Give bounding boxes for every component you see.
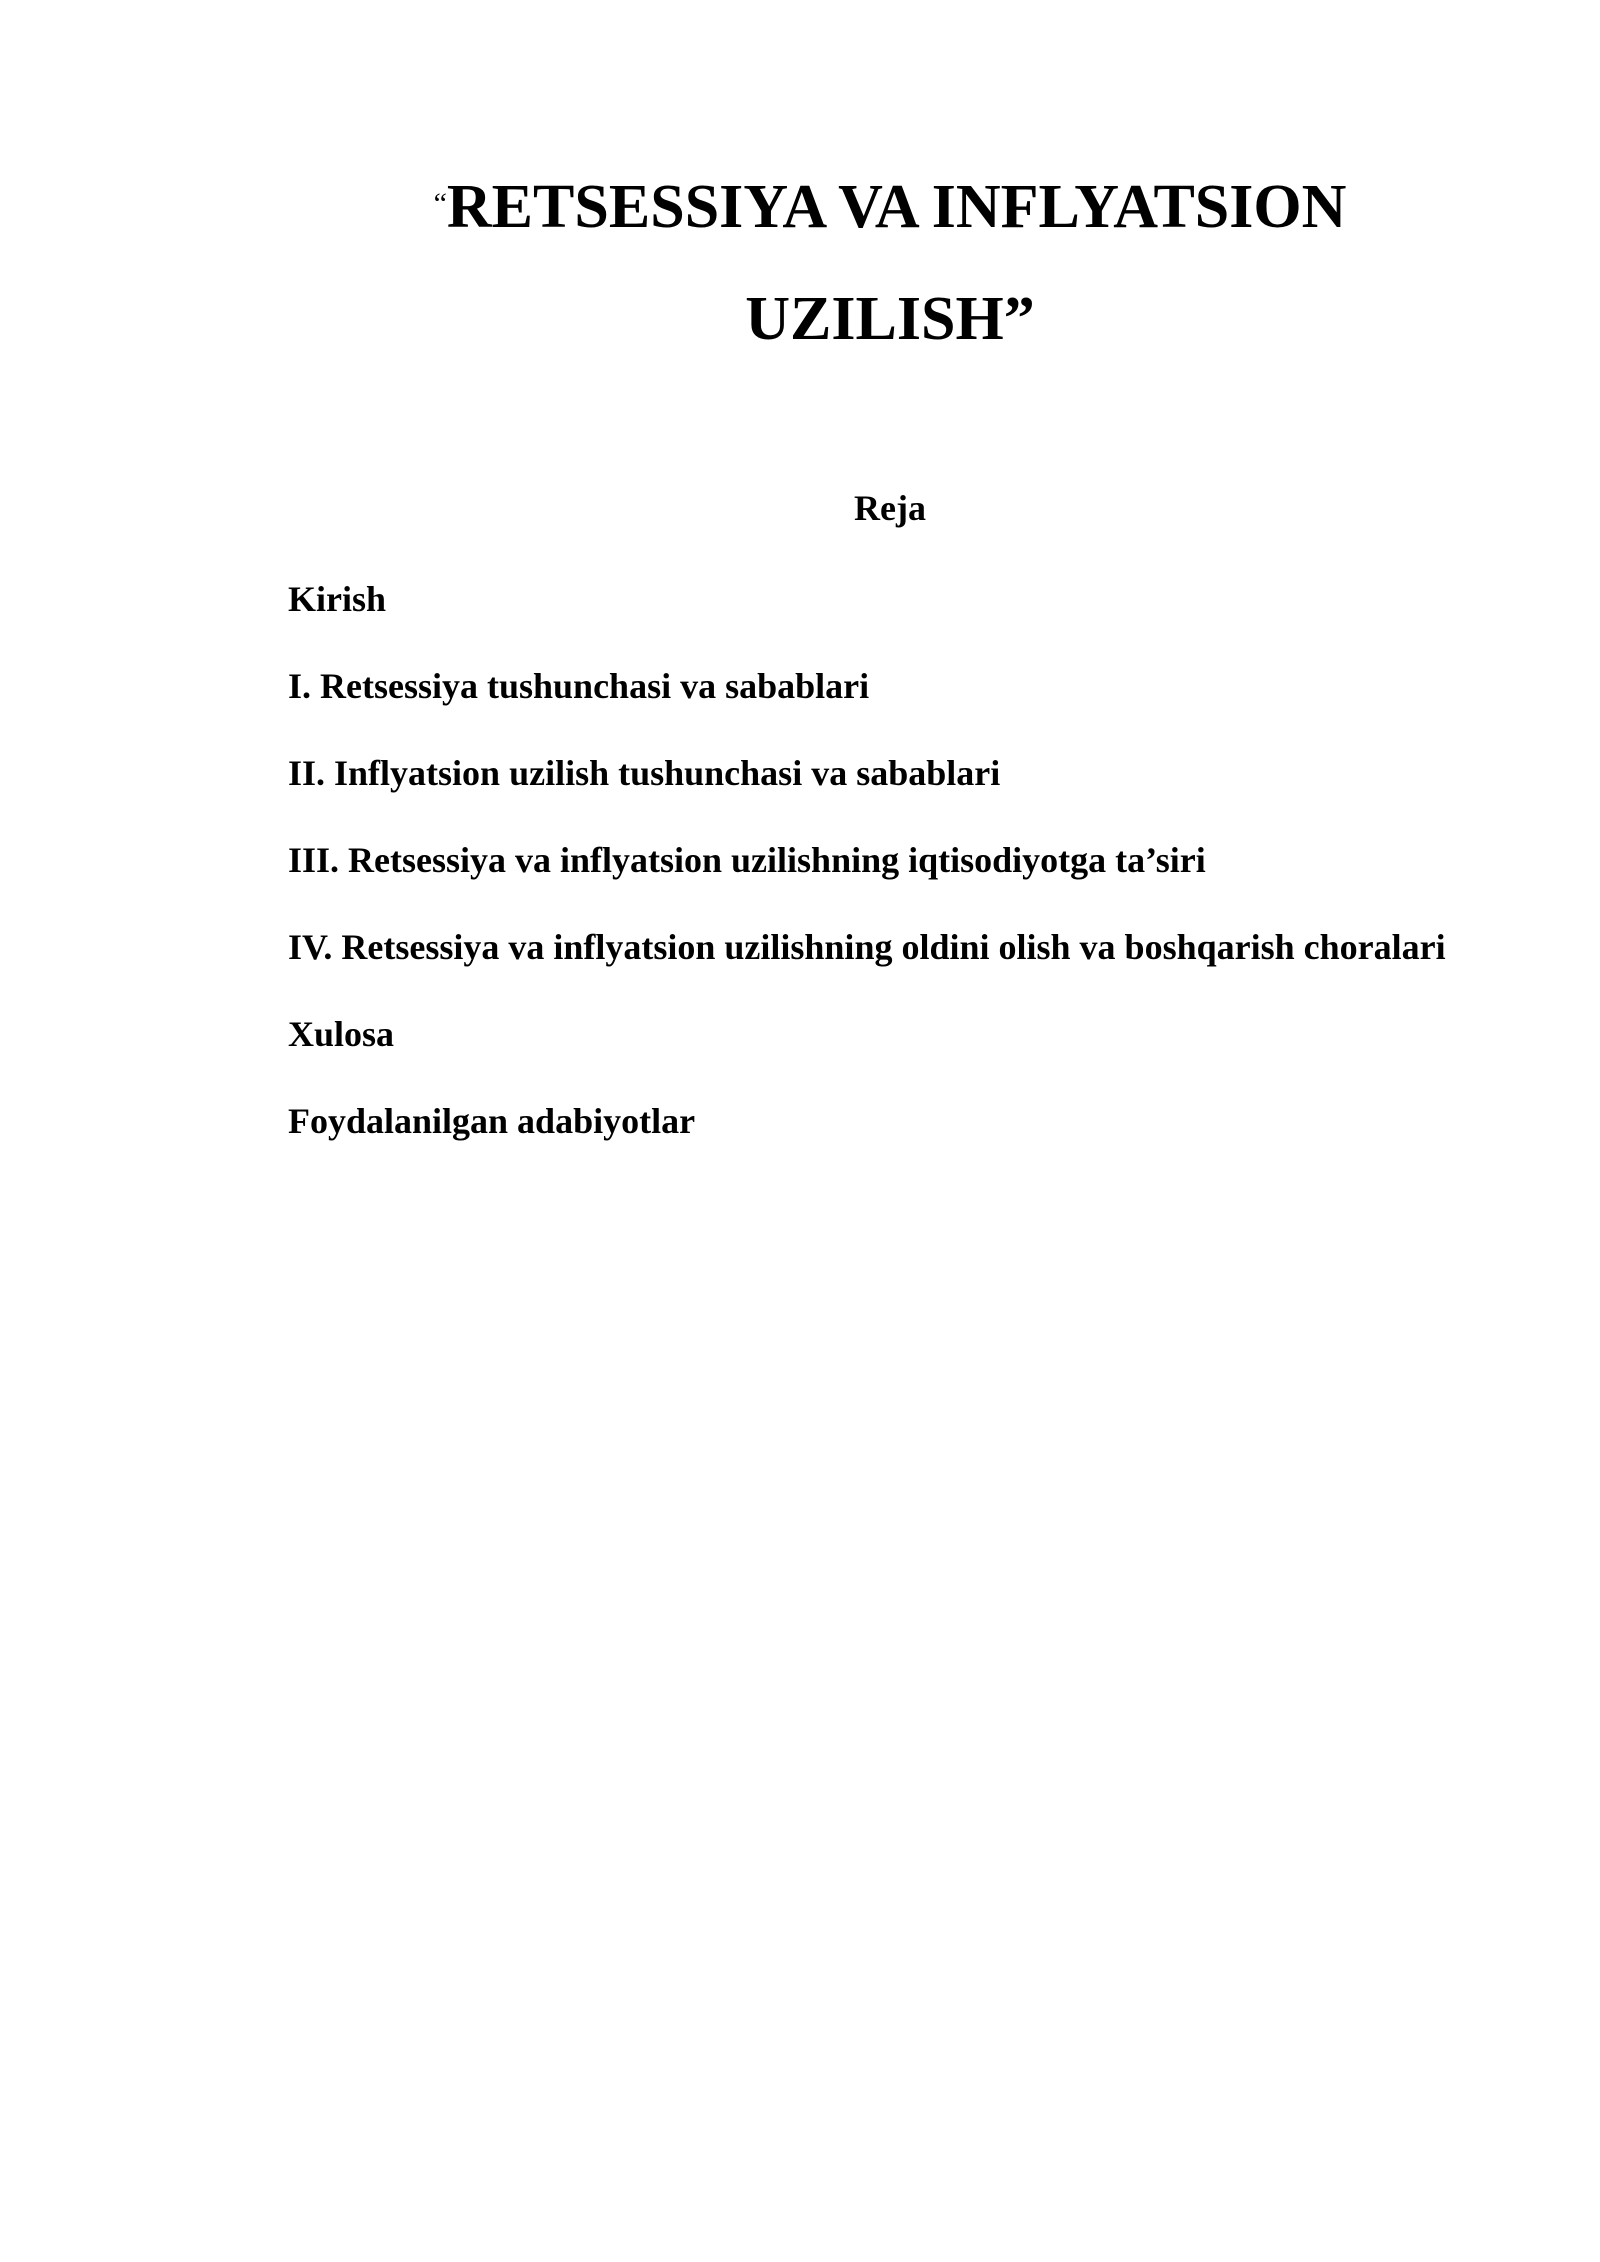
title-line-2: UZILISH” (745, 285, 1035, 353)
toc-item-chapter-2: II. Inflyatsion uzilish tushunchasi va sabablari (288, 753, 1001, 793)
toc-item-references: Foydalanilgan adabiyotlar (288, 1101, 696, 1141)
document-title (340, 148, 1440, 375)
toc-item-chapter-1: I. Retsessiya tushunchasi va sabablari (288, 666, 870, 706)
table-of-contents (230, 568, 1492, 1177)
title-line-1 (340, 148, 1440, 263)
toc-item-chapter-3: III. Retsessiya va inflyatsion uzilishning iqtisodiyotga ta’siri (288, 840, 1206, 880)
toc-item-conclusion: Xulosa (288, 1014, 395, 1054)
toc-item-chapter-4: IV. Retsessiya va inflyatsion uzilishning oldini olish va boshqarish choralari (288, 927, 1446, 967)
plan-heading: Reja (854, 488, 926, 528)
toc-item-introduction: Kirish (288, 579, 387, 619)
title-open-quote: “ (433, 187, 447, 220)
title-line-1-text: RETSESSIYA VA INFLYATSION (446, 173, 1347, 241)
